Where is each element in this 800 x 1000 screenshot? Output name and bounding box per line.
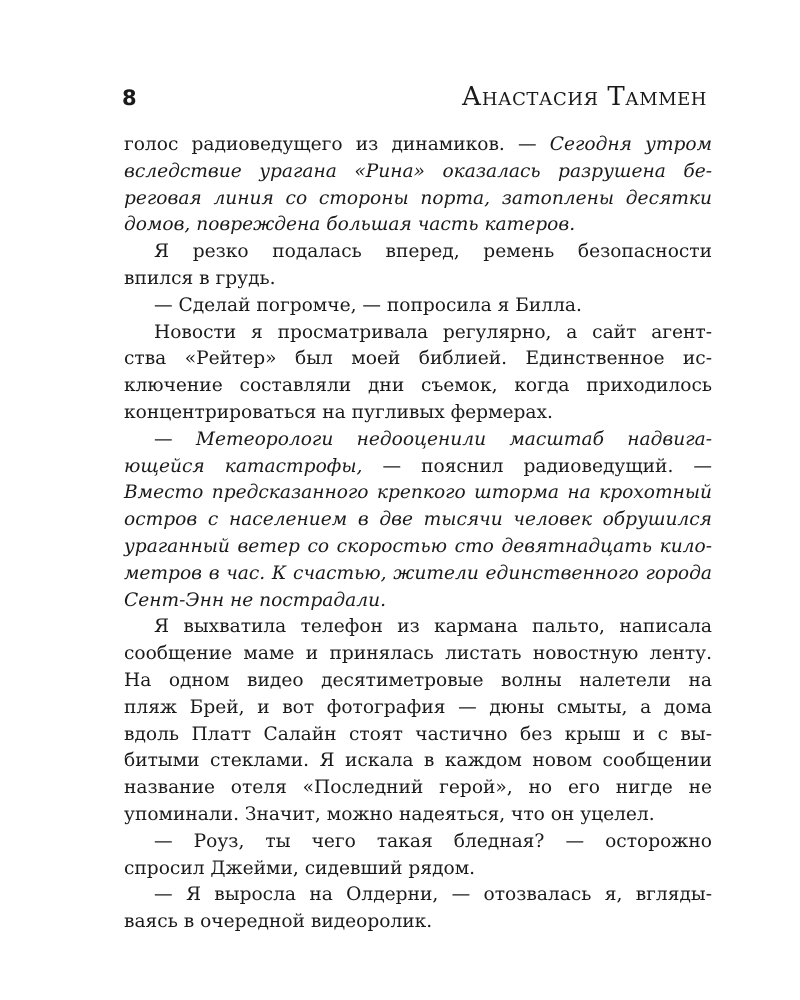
plain-text: — Роуз, ты чего такая бледная? — осторожно: [154, 830, 712, 852]
plain-text: концентрироваться на пугливых фермерах.: [124, 401, 553, 423]
italic-text: ураганный ветер со скоростью сто девятнадцать кило-: [124, 535, 712, 557]
plain-text: название отеля «Последний герой», но его нигде не: [124, 777, 712, 799]
plain-text: ства «Рейтер» был моей библией. Единственное ис-: [124, 348, 712, 370]
text-line: [124, 668, 712, 695]
text-line: [124, 186, 712, 213]
text-line: [124, 534, 712, 561]
plain-text: битыми стеклами. Я искала в каждом новом сообщении: [124, 750, 712, 772]
plain-text: На одном видео десятиметровые волны налетели на: [124, 669, 712, 691]
text-line: [124, 132, 712, 159]
plain-text: Новости я просматривала регулярно, а сайт агент-: [154, 321, 712, 343]
text-line: [124, 641, 712, 668]
italic-text: Метеорологи недооценили масштаб надвига-: [195, 428, 712, 450]
italic-text: домов, повреждена большая часть катеров.: [124, 214, 576, 236]
plain-text: голос радиоведущего из динамиков. —: [124, 134, 550, 155]
text-line: [124, 266, 712, 293]
text-line: [124, 695, 712, 722]
text-line: [124, 722, 712, 749]
text-line: [124, 856, 712, 883]
text-line: [124, 909, 712, 936]
plain-text: — Я выросла на Олдерни, — отозвалась я, вгляды-: [154, 884, 712, 906]
text-line: [124, 507, 712, 534]
text-line: [124, 373, 712, 400]
italic-text: реговая линия со стороны порта, затоплены десятки: [124, 187, 712, 209]
plain-text: Я выхватила телефон из кармана пальто, написала: [154, 616, 712, 638]
text-line: [124, 400, 712, 427]
body-text: [124, 132, 712, 936]
text-line: [124, 775, 712, 802]
text-line: [124, 454, 712, 481]
italic-text: вследствие урагана «Рина» оказалась разрушена бе-: [124, 160, 712, 182]
text-line: [124, 346, 712, 373]
page-number: 8: [122, 86, 137, 110]
italic-text: Сент-Энн не пострадали.: [124, 589, 386, 611]
text-line: [124, 561, 712, 588]
text-line: [124, 480, 712, 507]
italic-text: ющейся катастрофы,: [124, 455, 363, 477]
plain-text: впился в грудь.: [124, 267, 276, 289]
plain-text: сообщение маме и принялась листать новостную ленту.: [124, 643, 712, 665]
text-line: [124, 320, 712, 347]
text-line: [124, 882, 712, 909]
plain-text: упоминали. Значит, можно надеяться, что он уцелел.: [124, 803, 655, 825]
text-line: [124, 748, 712, 775]
plain-text: —: [154, 428, 196, 450]
italic-text: остров с населением в две тысячи человек обрушился: [124, 509, 712, 531]
text-line: [124, 802, 712, 829]
italic-text: Вместо предсказанного крепкого шторма на крохотный: [124, 482, 712, 504]
text-line: [124, 239, 712, 266]
plain-text: — Сделай погромче, — попросила я Билла.: [154, 294, 582, 316]
plain-text: — пояснил радиоведущий. —: [362, 455, 712, 477]
text-line: [124, 159, 712, 186]
text-line: [124, 588, 712, 615]
italic-text: метров в час. К счастью, жители единственного города: [124, 562, 712, 584]
text-line: [124, 829, 712, 856]
plain-text: ключение составляли дни съемок, когда приходилось: [124, 375, 712, 397]
plain-text: ваясь в очередной видеоролик.: [124, 911, 433, 933]
italic-text: Сегодня утром: [549, 134, 713, 155]
text-line: [124, 293, 712, 320]
text-line: [124, 212, 712, 239]
running-head: Анастасия Таммен: [461, 82, 707, 112]
plain-text: Я резко подалась вперед, ремень безопасности: [154, 241, 712, 263]
plain-text: спросил Джейми, сидевший рядом.: [124, 857, 476, 879]
text-line: [124, 614, 712, 641]
plain-text: вдоль Платт Салайн стоят частично без крыш и с вы-: [124, 723, 712, 745]
plain-text: пляж Брей, и вот фотография — дюны смыты, а дома: [124, 696, 712, 718]
text-line: [124, 427, 712, 454]
